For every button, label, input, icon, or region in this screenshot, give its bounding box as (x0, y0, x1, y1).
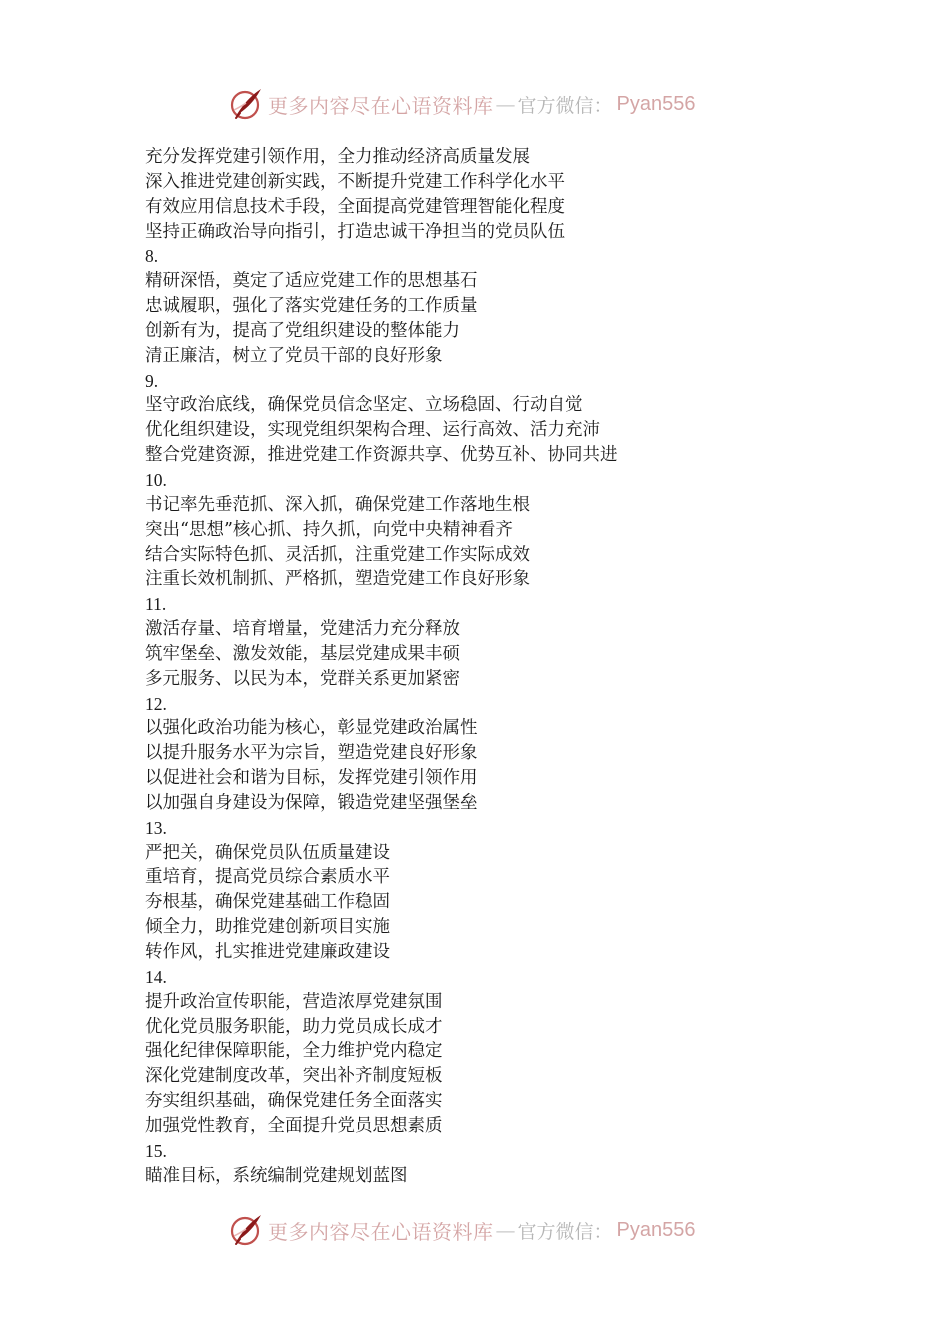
text-line: 强化纪律保障职能，全力维护党内稳定 (145, 1041, 443, 1062)
text-line: 倾全力，助推党建创新项目实施 (145, 917, 390, 938)
text-line: 夯根基，确保党建基础工作稳固 (145, 892, 390, 913)
text-line: 优化党员服务职能，助力党员成长成才 (145, 1016, 443, 1037)
watermark-text: 更多内容尽在心语资料库 (268, 1219, 494, 1244)
text-line: 优化组织建设，实现党组织架构合理、运行高效、活力充沛 (145, 420, 600, 441)
text-line: 充分发挥党建引领作用，全力推动经济高质量发展 (145, 147, 530, 167)
text-line: 以提升服务水平为宗旨，塑造党建良好形象 (145, 743, 478, 764)
document-body (145, 145, 845, 1188)
footer-watermark (228, 1210, 695, 1250)
text-line: 转作风，扎实推进党建廉政建设 (145, 942, 390, 962)
section-number: 12. (145, 693, 167, 714)
text-line: 重培育，提高党员综合素质水平 (145, 867, 390, 888)
quill-logo-icon (228, 86, 264, 122)
watermark-id: Pyan556 (616, 92, 696, 115)
section-number: 13. (145, 817, 167, 838)
watermark-text: 更多内容尽在心语资料库 (268, 93, 494, 118)
section-number: 10. (145, 469, 167, 490)
text-line: 筑牢堡垒、激发效能，基层党建成果丰硕 (145, 643, 460, 664)
text-line: 深入推进党建创新实践，不断提升党建工作科学化水平 (145, 171, 565, 192)
text-line: 激活存量、培育增量，党建活力充分释放 (145, 619, 460, 640)
section-number: 14. (145, 966, 167, 987)
text-line: 严把关，确保党员队伍质量建设 (145, 842, 390, 863)
text-line: 加强党性教育，全面提升党员思想素质 (145, 1115, 443, 1136)
section-number: 15. (145, 1140, 167, 1161)
text-line: 注重长效机制抓、严格抓，塑造党建工作良好形象 (145, 569, 530, 590)
watermark-separator: — (495, 92, 516, 116)
text-line: 坚持正确政治导向指引，打造忠诚干净担当的党员队伍 (145, 221, 565, 242)
text-line: 以强化政治功能为核心，彰显党建政治属性 (145, 718, 478, 739)
text-line: 忠诚履职，强化了落实党建任务的工作质量 (145, 296, 478, 317)
text-line: 清正廉洁，树立了党员干部的良好形象 (145, 345, 443, 366)
watermark-label: 官方微信： (517, 1220, 613, 1243)
text-line: 整合党建资源，推进党建工作资源共享、优势互补、协同共进 (145, 445, 618, 466)
text-line: 多元服务、以民为本，党群关系更加紧密 (145, 668, 460, 689)
text-line: 坚守政治底线，确保党员信念坚定、立场稳固、行动自觉 (145, 395, 583, 416)
text-line: 结合实际特色抓、灵活抓，注重党建工作实际成效 (145, 544, 530, 565)
text-line: 创新有为，提高了党组织建设的整体能力 (145, 320, 460, 341)
text-line: 有效应用信息技术手段，全面提高党建管理智能化程度 (145, 196, 565, 217)
quill-logo-icon (228, 1212, 264, 1248)
text-line: 以促进社会和谐为目标，发挥党建引领作用 (145, 768, 478, 789)
text-line: 夯实组织基础，确保党建任务全面落实 (145, 1091, 443, 1112)
text-line: 书记率先垂范抓、深入抓，确保党建工作落地生根 (145, 494, 530, 515)
watermark-separator: — (495, 1218, 516, 1242)
text-line: 提升政治宣传职能，营造浓厚党建氛围 (145, 991, 443, 1012)
text-line: 突出“思想”核心抓、持久抓，向党中央精神看齐 (145, 519, 513, 540)
text-line: 以加强自身建设为保障，锻造党建坚强堡垒 (145, 792, 478, 813)
watermark-id: Pyan556 (616, 1218, 696, 1241)
section-number: 11. (145, 594, 167, 615)
watermark-label: 官方微信： (517, 94, 613, 117)
text-line: 瞄准目标，系统编制党建规划蓝图 (145, 1165, 408, 1186)
text-line: 精研深悟，奠定了适应党建工作的思想基石 (145, 271, 478, 292)
text-line: 深化党建制度改革，突出补齐制度短板 (145, 1066, 443, 1087)
header-watermark (228, 84, 695, 124)
section-number: 8. (145, 246, 159, 267)
section-number: 9. (145, 370, 159, 391)
